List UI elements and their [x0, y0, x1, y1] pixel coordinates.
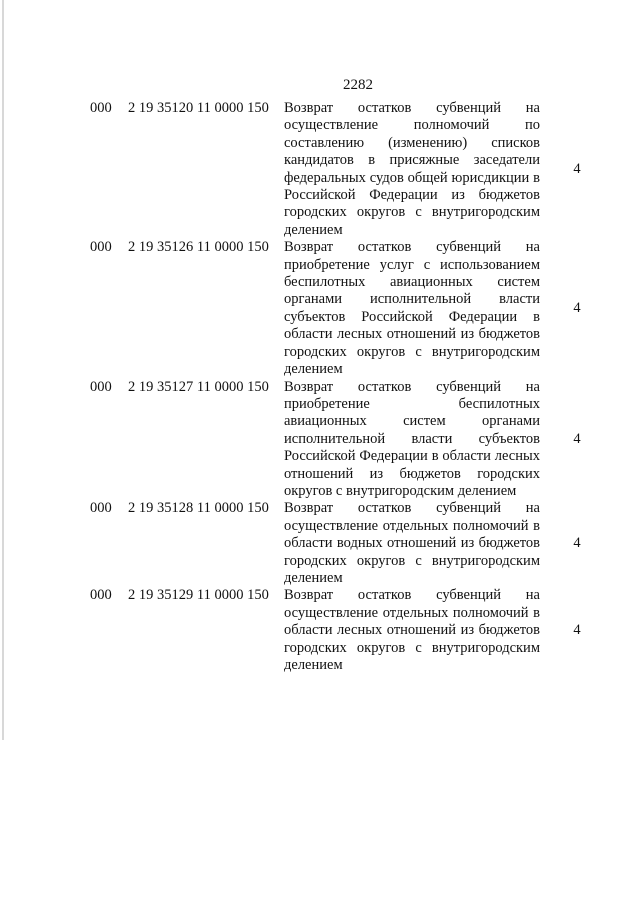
- table-row: [0, 100, 640, 239]
- budget-classification-code: 2 19 35120 11 0000 150: [128, 100, 269, 116]
- table-row: [0, 500, 640, 587]
- row-description: Возврат остатков субвенций на осуществление полномочий по составлению (изменению) списков кандидатов в присяжные заседатели федеральных судов общей юрисдикции в Российской Федерации из бюджетов городских округов с внутригородским делением: [284, 100, 540, 238]
- budget-classification-code: 2 19 35128 11 0000 150: [128, 500, 269, 517]
- row-count: 4: [573, 161, 581, 178]
- row-description: Возврат остатков субвенций на осуществление отдельных полномочий в области водных отношений из бюджетов городских округов с внутригородским делением: [284, 500, 540, 586]
- row-description: Возврат остатков субвенций на приобретение услуг с использованием беспилотных авиационных систем органами исполнительной власти субъектов Российской Федерации в области лесных отношений из бюджетов городских округов с внутригородским делением: [284, 239, 540, 378]
- budget-classification-code: 2 19 35129 11 0000 150: [128, 587, 269, 604]
- table-row: [0, 239, 640, 378]
- admin-code: 000: [90, 100, 112, 116]
- admin-code: 000: [90, 239, 112, 256]
- budget-classification-code: 2 19 35126 11 0000 150: [128, 239, 269, 256]
- row-description: Возврат остатков субвенций на осуществление отдельных полномочий в области лесных отношений из бюджетов городских округов с внутригородским делением: [284, 587, 540, 673]
- row-description: Возврат остатков субвенций на приобретение беспилотных авиационных систем органами исполнительной власти субъектов Российской Федерации в области лесных отношений из бюджетов городских округов с внутригородским делением: [284, 378, 540, 499]
- budget-classification-code: 2 19 35127 11 0000 150: [128, 378, 269, 395]
- table-row: [0, 379, 640, 501]
- table-row: [0, 587, 640, 674]
- row-count: 4: [573, 622, 581, 639]
- admin-code: 000: [90, 587, 112, 604]
- budget-code-table: [0, 100, 640, 674]
- admin-code: 000: [90, 378, 112, 395]
- row-count: 4: [573, 430, 581, 447]
- row-count: 4: [573, 535, 581, 552]
- admin-code: 000: [90, 500, 112, 517]
- row-count: 4: [573, 300, 581, 317]
- page-number: 2282: [343, 77, 373, 93]
